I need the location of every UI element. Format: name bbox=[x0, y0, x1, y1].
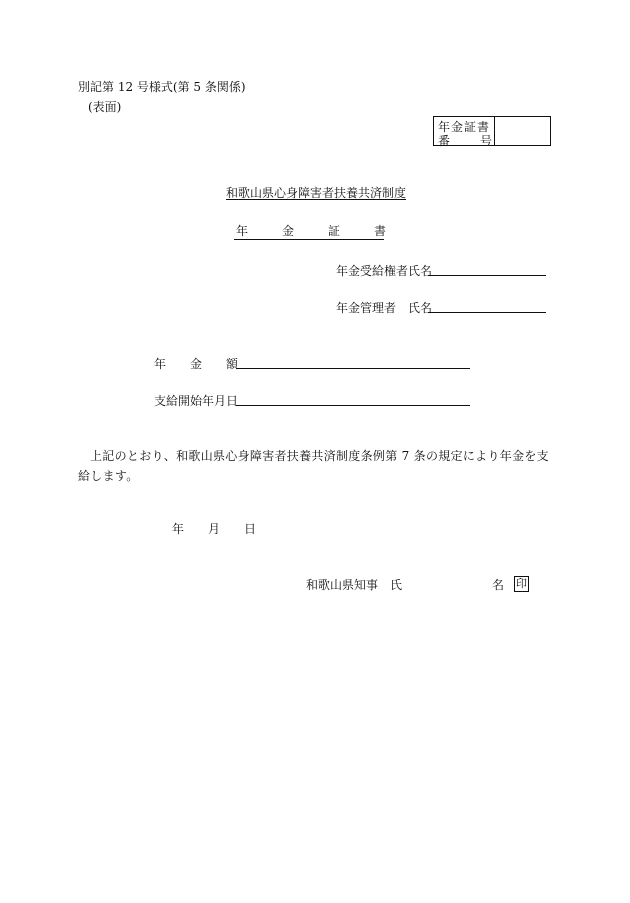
pension-amount-line[interactable] bbox=[236, 368, 470, 369]
pension-amount-field bbox=[154, 355, 470, 371]
payment-start-date-line[interactable] bbox=[236, 405, 470, 406]
body-paragraph: 上記のとおり、和歌山県心身障害者扶養共済制度条例第 7 条の規定により年金を支給します。 bbox=[78, 449, 549, 483]
certificate-number-label-cell bbox=[434, 117, 495, 148]
seal-mark: 印 bbox=[516, 577, 527, 590]
document-title-underline bbox=[234, 239, 384, 240]
certificate-number-box bbox=[433, 116, 551, 146]
document-title-char-3: 証 bbox=[328, 224, 341, 238]
manager-name-line[interactable] bbox=[428, 312, 546, 313]
date-month: 月 bbox=[208, 522, 221, 536]
payment-start-date-field bbox=[154, 392, 470, 408]
document-title-char-2: 金 bbox=[282, 224, 295, 238]
form-number-label: 別記第 12 号様式(第 5 条関係) bbox=[78, 80, 246, 94]
certificate-number-value-cell[interactable] bbox=[495, 117, 550, 145]
date-day: 日 bbox=[244, 522, 257, 536]
signature-shi: 氏 bbox=[390, 578, 403, 592]
certificate-number-label-ban: 番 bbox=[438, 134, 451, 148]
payment-start-date-label: 支給開始年月日 bbox=[154, 394, 239, 408]
pension-amount-label: 年 金 額 bbox=[154, 357, 239, 371]
document-title-char-1: 年 bbox=[236, 224, 249, 238]
manager-name-label: 年金管理者 氏名 bbox=[336, 301, 433, 315]
governor-title: 和歌山県知事 bbox=[306, 578, 379, 592]
system-title: 和歌山県心身障害者扶養共済制度 bbox=[226, 186, 407, 200]
governor-signature bbox=[306, 578, 534, 596]
certificate-number-label-go: 号 bbox=[480, 134, 493, 148]
document-title-char-4: 書 bbox=[374, 224, 387, 238]
recipient-name-field bbox=[336, 262, 546, 278]
side-indicator: (表面) bbox=[88, 100, 122, 114]
manager-name-field bbox=[336, 299, 546, 315]
date-year: 年 bbox=[172, 522, 185, 536]
signature-mei: 名 bbox=[492, 578, 505, 592]
recipient-name-line[interactable] bbox=[428, 275, 546, 276]
document-title bbox=[226, 224, 400, 240]
certificate-number-label-line1: 年金証書 bbox=[438, 120, 491, 134]
recipient-name-label: 年金受給権者氏名 bbox=[336, 264, 433, 278]
